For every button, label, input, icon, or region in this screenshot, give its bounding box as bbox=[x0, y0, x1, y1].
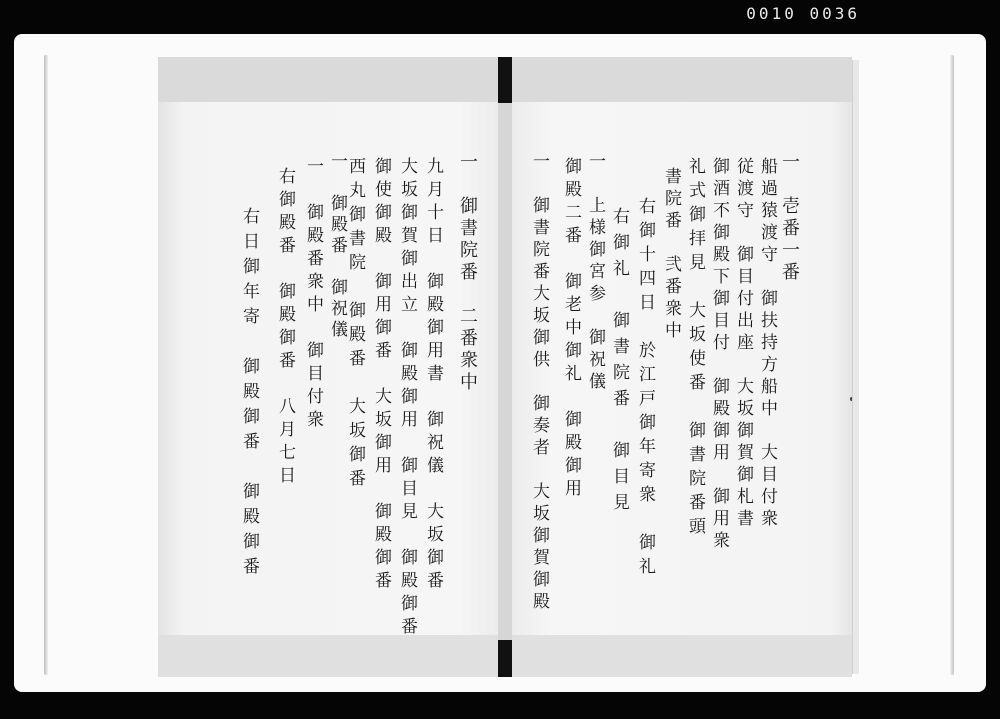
film-edge-right bbox=[950, 55, 954, 675]
right-page-top-band bbox=[512, 57, 852, 102]
binding-clip-top bbox=[498, 57, 512, 103]
right-column-5: 礼式御拝見 大坂使番 御書院番頭 bbox=[685, 157, 705, 541]
right-column-9: 一 上様御宮参 御祝儀 bbox=[585, 152, 605, 394]
left-column-7: 一 御殿番衆中 御目付衆 bbox=[303, 157, 323, 433]
left-column-6: 一 御殿番 御祝儀 bbox=[327, 152, 347, 341]
film-edge-left bbox=[44, 55, 48, 675]
left-page bbox=[158, 57, 498, 677]
left-column-3: 大坂御賀御出立 御殿御用 御目見 御殿御番 bbox=[397, 157, 417, 640]
right-page bbox=[512, 57, 852, 677]
right-page-bottom-band bbox=[512, 635, 852, 677]
right-column-11: 一 御書院番大坂御供 御奏者 大坂御賀御殿 bbox=[529, 152, 549, 614]
frame-counter: 0010 0036 bbox=[746, 4, 860, 23]
right-column-8: 右御礼 御書院番 御目見 bbox=[609, 207, 629, 519]
left-column-8: 右御殿番 御殿御番 八月七日 bbox=[275, 167, 295, 489]
book-spine bbox=[498, 57, 512, 677]
right-column-6: 書院番 弐番衆中 bbox=[661, 167, 681, 343]
left-column-2: 九月十日 御殿御用書 御祝儀 大坂御番 bbox=[423, 157, 443, 594]
right-column-7: 右御十四日 於江戸御年寄衆 御礼 bbox=[635, 197, 655, 581]
right-column-3: 従渡守 御目付出座 大坂御賀御札書 bbox=[733, 157, 753, 531]
right-column-1: 一 壱番一番 bbox=[779, 152, 800, 284]
left-column-5: 西丸御書院 御殿番 大坂御番 bbox=[345, 157, 365, 493]
right-column-10: 御殿二番 御老中御礼 御殿御用 bbox=[561, 157, 581, 502]
left-page-top-band bbox=[158, 57, 498, 102]
right-column-2: 船過猿渡守 御扶持方船中 大目付衆 bbox=[757, 157, 777, 531]
left-column-1: 一 御書院番 二番衆中 bbox=[457, 152, 478, 394]
left-page-bottom-band bbox=[158, 635, 498, 677]
binding-clip-bottom bbox=[498, 640, 512, 677]
left-column-9: 右日御年寄 御殿御番 御殿御番 bbox=[239, 207, 259, 582]
right-page-edge bbox=[852, 60, 859, 674]
right-column-4: 御酒不御殿下御目付 御殿御用 御用衆 bbox=[709, 157, 729, 553]
left-column-4: 御使御殿 御用御番 大坂御用 御殿御番 bbox=[371, 157, 391, 594]
